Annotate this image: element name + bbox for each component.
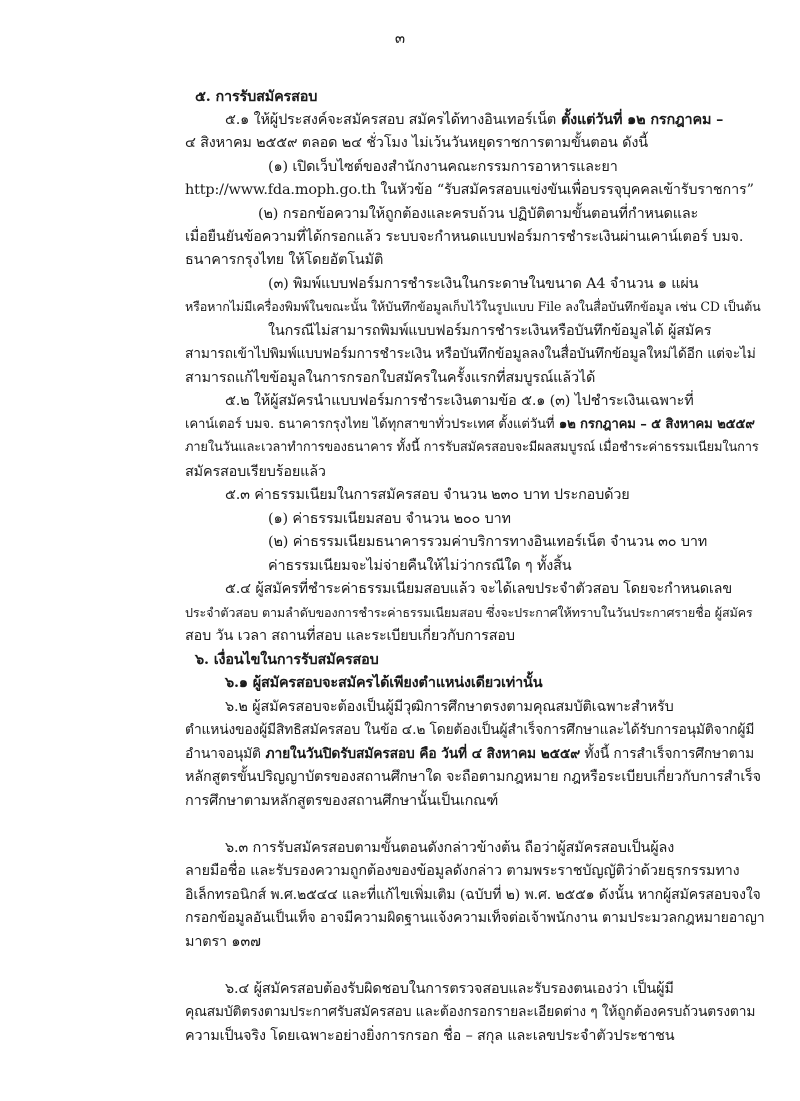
line-6-4-cont1: คุณสมบัติตรงตามประกาศรับสมัครสอบ และต้องกรอกรายละเอียดต่าง ๆ ให้ถูกต้องครบถ้วนตรงตาม [185, 1004, 756, 1020]
line-5-1-step2-cont1: เมื่อยืนยันข้อความที่ได้กรอกแล้ว ระบบจะกำหนดแบบฟอร์มการชำระเงินผ่านเคาน์เตอร์ บมจ. [185, 229, 744, 245]
line-5-2-cont3: สมัครสอบเรียบร้อยแล้ว [185, 464, 326, 480]
line-6-1: ๖.๑ ผู้สมัครสอบจะสมัครได้เพียงตำแหน่งเดียวเท่านั้น [225, 674, 543, 691]
line-6-3-cont1: ลายมือชื่อ และรับรองความถูกต้องของข้อมูลดังกล่าว ตามพระราชบัญญัติว่าด้วยธุรกรรมทาง [185, 863, 740, 879]
line-5-1-cont: ๔ สิงหาคม ๒๕๕๙ ตลอด ๒๔ ชั่วโมง ไม่เว้นวันหยุดราชการตามขั้นตอน ดังนี้ [185, 135, 648, 151]
line-5-1-step2-cont2: ธนาคารกรุงไทย ให้โดยอัตโนมัติ [185, 252, 384, 268]
line-6-3-cont2: อิเล็กทรอนิกส์ พ.ศ.๒๕๔๔ และที่แก้ไขเพิ่มเติม (ฉบับที่ ๒) พ.ศ. ๒๕๕๑ ดังนั้น หากผู้สมัครสอบจงใจ [185, 887, 761, 903]
line-5-4: ๕.๔ ผู้สมัครที่ชำระค่าธรรมเนียมสอบแล้ว จะได้เลขประจำตัวสอบ โดยจะกำหนดเลข [225, 581, 733, 597]
line-5-1-note: ในกรณีไม่สามารถพิมพ์แบบฟอร์มการชำระเงินหรือบันทึกข้อมูลได้ ผู้สมัคร [268, 323, 712, 339]
line-5-1: ๕.๑ ให้ผู้ประสงค์จะสมัครสอบ สมัครได้ทางอินเทอร์เน็ต ตั้งแต่วันที่ ๑๒ กรกฎาคม – [225, 111, 724, 128]
line-6-2-cont2: อำนาจอนุมัติ ภายในวันปิดรับสมัครสอบ คือ วันที่ ๔ สิงหาคม ๒๕๕๙ ทั้งนี้ การสำเร็จการศึกษาตาม [185, 746, 755, 762]
line-5-3-item1: (๑) ค่าธรรมเนียมสอบ จำนวน ๒๐๐ บาท [268, 511, 511, 527]
line-5-1-step3-cont: หรือหากไม่มีเครื่องพิมพ์ในขณะนั้น ให้บันทึกข้อมูลเก็บไว้ในรูปแบบ File ลงในสื่อบันทึกข้อมูล เช่น CD เป็นต้น [185, 299, 761, 314]
line-5-1-note-cont1: สามารถเข้าไปพิมพ์แบบฟอร์มการชำระเงิน หรือบันทึกข้อมูลลงในสื่อบันทึกข้อมูลใหม่ได้อีก แต่จะไม่ [185, 346, 756, 362]
line-6-2: ๖.๒ ผู้สมัครสอบจะต้องเป็นผู้มีวุฒิการศึกษาตรงตามคุณสมบัติเฉพาะสำหรับ [225, 699, 674, 715]
line-5-3-note: ค่าธรรมเนียมจะไม่จ่ายคืนให้ไม่ว่ากรณีใด ๆ ทั้งสิ้น [268, 558, 572, 574]
line-5-2: ๕.๒ ให้ผู้สมัครนำแบบฟอร์มการชำระเงินตามข้อ ๕.๑ (๓) ไปชำระเงินเฉพาะที่ [225, 393, 694, 409]
section-5-heading: ๕. การรับสมัครสอบ [195, 88, 318, 105]
line-5-3: ๕.๓ ค่าธรรมเนียมในการสมัครสอบ จำนวน ๒๓๐ บาท ประกอบด้วย [225, 487, 630, 503]
page-number: ๓ [394, 29, 406, 47]
line-6-2-cont1: ตำแหน่งของผู้มีสิทธิสมัครสอบ ในข้อ ๔.๒ โดยต้องเป็นผู้สำเร็จการศึกษาและได้รับการอนุมัติจากผู้มี [185, 722, 755, 738]
line-6-3-cont4: มาตรา ๑๓๗ [185, 934, 261, 950]
line-6-3-cont3: กรอกข้อมูลอันเป็นเท็จ อาจมีความผิดฐานแจ้งความเท็จต่อเจ้าพนักงาน ตามประมวลกฎหมายอาญา [185, 910, 765, 926]
line-5-1-note-cont2: สามารถแก้ไขข้อมูลในการกรอกใบสมัครในครั้งแรกที่สมบูรณ์แล้วได้ [185, 370, 596, 386]
line-6-2-cont3: หลักสูตรขั้นปริญญาบัตรของสถานศึกษาใด จะถือตามกฎหมาย กฎหรือระเบียบเกี่ยวกับการสำเร็จ [185, 769, 761, 785]
line-5-2-cont1: เคาน์เตอร์ บมจ. ธนาคารกรุงไทย ได้ทุกสาขาทั่วประเทศ ตั้งแต่วันที่ ๑๒ กรกฎาคม – ๕ สิงหาคม ๒๕๕๙ [185, 417, 755, 432]
line-5-1-step1: (๑) เปิดเว็บไซต์ของสำนักงานคณะกรรมการอาหารและยา [268, 159, 618, 175]
section-6-heading: ๖. เงื่อนไขในการรับสมัครสอบ [195, 651, 379, 668]
line-6-3: ๖.๓ การรับสมัครสอบตามขั้นตอนดังกล่าวข้างต้น ถือว่าผู้สมัครสอบเป็นผู้ลง [225, 840, 675, 856]
line-5-4-cont1: ประจำตัวสอบ ตามลำดับของการชำระค่าธรรมเนียมสอบ ซึ่งจะประกาศให้ทราบในวันประกาศรายชื่อ ผู้สมัคร [185, 605, 753, 620]
line-5-3-item2: (๒) ค่าธรรมเนียมธนาคารรวมค่าบริการทางอินเทอร์เน็ต จำนวน ๓๐ บาท [268, 534, 708, 550]
line-5-1-step2: (๒) กรอกข้อความให้ถูกต้องและครบถ้วน ปฏิบัติตามขั้นตอนที่กำหนดและ [258, 206, 699, 222]
line-5-1-step3: (๓) พิมพ์แบบฟอร์มการชำระเงินในกระดาษในขนาด A4 จำนวน ๑ แผ่น [268, 276, 699, 292]
line-6-2-cont4: การศึกษาตามหลักสูตรของสถานศึกษานั้นเป็นเกณฑ์ [185, 793, 499, 809]
line-6-4: ๖.๔ ผู้สมัครสอบต้องรับผิดชอบในการตรวจสอบและรับรองตนเองว่า เป็นผู้มี [225, 981, 674, 997]
line-5-4-cont2: สอบ วัน เวลา สถานที่สอบ และระเบียบเกี่ยวกับการสอบ [185, 628, 515, 644]
line-5-2-cont2: ภายในวันและเวลาทำการของธนาคาร ทั้งนี้ การรับสมัครสอบจะมีผลสมบูรณ์ เมื่อชำระค่าธรรมเนียมในการ [185, 440, 759, 455]
line-6-4-cont2: ความเป็นจริง โดยเฉพาะอย่างยิ่งการกรอก ชื่อ – สกุล และเลขประจำตัวประชาชน [185, 1028, 675, 1044]
line-5-1-step1-url: http://www.fda.moph.go.th ในหัวข้อ “รับสมัครสอบแข่งขันเพื่อบรรจุบุคคลเข้ารับราชการ” [185, 182, 754, 198]
